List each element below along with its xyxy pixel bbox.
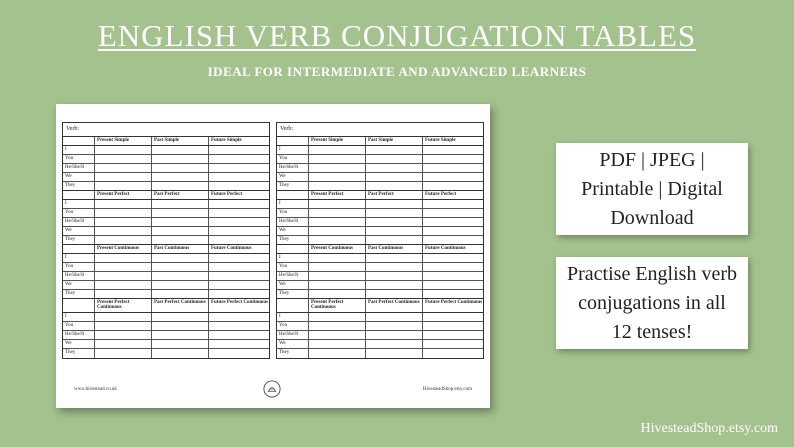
pronoun-label: They [63, 236, 95, 244]
pronoun-row [277, 200, 483, 209]
tense-header-row [63, 245, 269, 254]
conjugation-cell [209, 313, 269, 321]
conjugation-cell [366, 155, 423, 163]
pronoun-row [277, 340, 483, 349]
conjugation-cell [309, 146, 366, 154]
tense-header: Past Simple [152, 137, 209, 145]
conjugation-cell [309, 281, 366, 289]
conjugation-cell [366, 331, 423, 339]
tense-header: Present Simple [95, 137, 152, 145]
pronoun-row [63, 281, 269, 290]
conjugation-table-left [62, 122, 270, 359]
tense-header-row [277, 245, 483, 254]
pronoun-row [277, 322, 483, 331]
pronoun-label: He/She/It [63, 218, 95, 226]
conjugation-cell [152, 331, 209, 339]
conjugation-cell [95, 281, 152, 289]
conjugation-cell [95, 218, 152, 226]
pronoun-label: I [63, 254, 95, 262]
pronoun-label: You [63, 155, 95, 163]
pronoun-row [63, 227, 269, 236]
pronoun-label: He/She/It [277, 331, 309, 339]
pronoun-row [63, 349, 269, 358]
conjugation-cell [95, 182, 152, 190]
tense-header: Future Perfect [425, 192, 457, 197]
conjugation-cell [95, 340, 152, 348]
conjugation-cell [209, 209, 269, 217]
conjugation-cell [152, 218, 209, 226]
conjugation-cell [209, 254, 269, 262]
tense-header: Future Continuous [211, 246, 252, 251]
pronoun-row [277, 254, 483, 263]
pronoun-label: He/She/It [277, 164, 309, 172]
pronoun-row [277, 331, 483, 340]
conjugation-cell [152, 313, 209, 321]
pronoun-label: You [277, 209, 309, 217]
conjugation-cell [209, 218, 269, 226]
pronoun-row [63, 313, 269, 322]
conjugation-cell [309, 349, 366, 358]
pronoun-row [63, 331, 269, 340]
tense-header: Past Perfect Continuous [152, 299, 209, 312]
conjugation-cell [152, 272, 209, 280]
pronoun-row [63, 200, 269, 209]
pronoun-label: I [277, 146, 309, 154]
conjugation-cell [309, 164, 366, 172]
tense-header: Present Perfect [309, 191, 366, 199]
conjugation-cell [152, 254, 209, 262]
tense-header-row [63, 137, 269, 146]
header-blank-cell [63, 299, 95, 312]
tense-header: Future Simple [211, 138, 242, 143]
conjugation-cell [366, 146, 423, 154]
conjugation-cell [366, 182, 423, 190]
verb-label: Verb: [277, 123, 483, 137]
conjugation-cell [366, 200, 423, 208]
pronoun-label: We [277, 281, 309, 289]
hive-logo-icon [263, 380, 281, 398]
conjugation-cell [95, 209, 152, 217]
pronoun-label: They [277, 349, 309, 358]
conjugation-cell [152, 349, 209, 358]
pronoun-label: I [277, 254, 309, 262]
conjugation-cell [152, 281, 209, 289]
conjugation-cell [152, 200, 209, 208]
conjugation-cell [309, 200, 366, 208]
conjugation-cell [209, 272, 269, 280]
pronoun-label: We [277, 173, 309, 181]
conjugation-cell [423, 155, 483, 163]
pronoun-label: They [277, 236, 309, 244]
conjugation-cell [423, 236, 483, 244]
tense-header: Future Continuous [425, 246, 466, 251]
conjugation-cell [209, 200, 269, 208]
conjugation-cell [95, 146, 152, 154]
tense-header: Past Simple [366, 137, 423, 145]
tense-header: Present Perfect Continuous [309, 299, 366, 312]
pronoun-row [277, 290, 483, 299]
pronoun-label: I [63, 200, 95, 208]
conjugation-table-right [276, 122, 484, 359]
conjugation-cell [152, 173, 209, 181]
pronoun-label: You [63, 263, 95, 271]
conjugation-cell [423, 340, 483, 348]
conjugation-cell [209, 236, 269, 244]
conjugation-cell [423, 263, 483, 271]
conjugation-cell [366, 290, 423, 298]
conjugation-cell [152, 182, 209, 190]
conjugation-cell [152, 322, 209, 330]
pronoun-row [277, 182, 483, 191]
pronoun-row [277, 173, 483, 182]
conjugation-cell [423, 164, 483, 172]
pronoun-row [63, 218, 269, 227]
conjugation-cell [95, 227, 152, 235]
tense-header: Future Perfect Continuous [425, 300, 483, 305]
conjugation-cell [309, 155, 366, 163]
pronoun-row [277, 155, 483, 164]
conjugation-cell [366, 164, 423, 172]
pronoun-row [63, 209, 269, 218]
tense-header: Past Perfect [366, 191, 423, 199]
header-blank-cell [277, 191, 309, 199]
tense-header-row [277, 137, 483, 146]
conjugation-cell [152, 146, 209, 154]
conjugation-cell [309, 340, 366, 348]
page-title: ENGLISH VERB CONJUGATION TABLES [97, 18, 697, 53]
conjugation-cell [423, 254, 483, 262]
conjugation-cell [309, 290, 366, 298]
conjugation-cell [95, 164, 152, 172]
conjugation-cell [309, 322, 366, 330]
pronoun-row [277, 281, 483, 290]
conjugation-cell [423, 227, 483, 235]
pronoun-label: You [63, 322, 95, 330]
conjugation-cell [209, 227, 269, 235]
conjugation-cell [152, 164, 209, 172]
conjugation-cell [366, 313, 423, 321]
tense-header-row [277, 299, 483, 313]
worksheet-footer-website: www.hivestead.co.uk [74, 387, 117, 392]
conjugation-cell [95, 331, 152, 339]
conjugation-cell [423, 200, 483, 208]
conjugation-cell [309, 272, 366, 280]
conjugation-cell [209, 349, 269, 358]
pronoun-label: We [63, 173, 95, 181]
conjugation-cell [423, 182, 483, 190]
pronoun-label: They [63, 182, 95, 190]
conjugation-cell [423, 146, 483, 154]
pronoun-label: We [63, 281, 95, 289]
tense-header: Past Perfect Continuous [366, 299, 423, 312]
pronoun-row [63, 272, 269, 281]
conjugation-cell [309, 254, 366, 262]
conjugation-cell [366, 322, 423, 330]
conjugation-cell [366, 209, 423, 217]
conjugation-cell [209, 281, 269, 289]
conjugation-cell [209, 146, 269, 154]
conjugation-cell [309, 263, 366, 271]
conjugation-cell [423, 173, 483, 181]
pronoun-row [63, 182, 269, 191]
conjugation-cell [95, 173, 152, 181]
conjugation-cell [152, 340, 209, 348]
pronoun-label: They [63, 349, 95, 358]
conjugation-cell [366, 349, 423, 358]
conjugation-cell [209, 155, 269, 163]
conjugation-cell [423, 281, 483, 289]
header-blank-cell [63, 191, 95, 199]
conjugation-cell [309, 236, 366, 244]
pronoun-label: You [277, 322, 309, 330]
conjugation-cell [366, 227, 423, 235]
conjugation-cell [209, 290, 269, 298]
conjugation-cell [366, 254, 423, 262]
pronoun-label: I [277, 200, 309, 208]
conjugation-cell [366, 173, 423, 181]
pronoun-row [63, 290, 269, 299]
pronoun-label: They [63, 290, 95, 298]
conjugation-cell [309, 227, 366, 235]
conjugation-cell [366, 263, 423, 271]
pronoun-row [277, 263, 483, 272]
pronoun-label: I [63, 313, 95, 321]
conjugation-cell [209, 164, 269, 172]
conjugation-cell [423, 349, 483, 358]
conjugation-cell [423, 272, 483, 280]
header-blank-cell [63, 245, 95, 253]
pronoun-label: He/She/It [63, 272, 95, 280]
pronoun-row [277, 349, 483, 358]
worksheet-preview [56, 104, 490, 408]
pronoun-row [277, 236, 483, 245]
tense-header: Present Continuous [309, 245, 366, 253]
conjugation-cell [209, 322, 269, 330]
tense-header: Present Perfect Continuous [95, 299, 152, 312]
conjugation-cell [366, 281, 423, 289]
conjugation-cell [209, 263, 269, 271]
conjugation-cell [95, 263, 152, 271]
verb-label: Verb: [63, 123, 269, 137]
shop-brand: HivesteadShop.etsy.com [640, 421, 778, 436]
conjugation-cell [309, 313, 366, 321]
conjugation-cell [423, 209, 483, 217]
pronoun-row [277, 164, 483, 173]
conjugation-cell [209, 173, 269, 181]
worksheet-footer-shop: HivesteadShop.etsy.com [422, 387, 472, 392]
conjugation-cell [152, 263, 209, 271]
pronoun-row [277, 313, 483, 322]
pronoun-row [63, 173, 269, 182]
header-blank-cell [277, 299, 309, 312]
pronoun-label: He/She/It [63, 331, 95, 339]
conjugation-cell [95, 349, 152, 358]
pronoun-label: They [277, 290, 309, 298]
conjugation-cell [366, 218, 423, 226]
conjugation-cell [309, 182, 366, 190]
tense-header: Present Continuous [95, 245, 152, 253]
header-blank-cell [277, 137, 309, 145]
conjugation-cell [152, 236, 209, 244]
pronoun-label: He/She/It [277, 218, 309, 226]
tense-header: Future Perfect Continuous [211, 300, 269, 305]
tense-header: Future Perfect [211, 192, 243, 197]
pronoun-row [277, 272, 483, 281]
pronoun-label: We [63, 340, 95, 348]
conjugation-cell [366, 236, 423, 244]
conjugation-cell [309, 209, 366, 217]
pronoun-row [277, 146, 483, 155]
conjugation-cell [95, 200, 152, 208]
tense-header: Present Perfect [95, 191, 152, 199]
pronoun-label: You [277, 263, 309, 271]
conjugation-cell [309, 331, 366, 339]
conjugation-cell [209, 340, 269, 348]
tense-header: Present Simple [309, 137, 366, 145]
conjugation-cell [95, 313, 152, 321]
tagline-text: Practise English verb conjugations in all 12 tenses! [567, 262, 737, 343]
pronoun-row [63, 164, 269, 173]
tense-header: Past Perfect [152, 191, 209, 199]
pronoun-row [63, 254, 269, 263]
conjugation-cell [152, 290, 209, 298]
conjugation-cell [95, 236, 152, 244]
conjugation-cell [423, 313, 483, 321]
conjugation-cell [309, 218, 366, 226]
tense-header: Past Continuous [366, 245, 423, 253]
conjugation-cell [423, 290, 483, 298]
tense-header: Past Continuous [152, 245, 209, 253]
pronoun-label: We [277, 340, 309, 348]
pronoun-row [63, 155, 269, 164]
pronoun-row [277, 227, 483, 236]
pronoun-label: They [277, 182, 309, 190]
conjugation-cell [95, 290, 152, 298]
tagline-card [556, 257, 748, 349]
pronoun-label: We [277, 227, 309, 235]
pronoun-label: I [277, 313, 309, 321]
conjugation-cell [309, 173, 366, 181]
pronoun-row [63, 236, 269, 245]
pronoun-label: You [63, 209, 95, 217]
conjugation-cell [423, 218, 483, 226]
pronoun-row [277, 209, 483, 218]
conjugation-cell [209, 182, 269, 190]
formats-card [556, 143, 748, 235]
conjugation-cell [95, 322, 152, 330]
conjugation-cell [95, 155, 152, 163]
conjugation-cell [95, 272, 152, 280]
pronoun-row [63, 322, 269, 331]
conjugation-cell [423, 331, 483, 339]
tense-header-row [63, 299, 269, 313]
tense-header-row [277, 191, 483, 200]
conjugation-cell [95, 254, 152, 262]
tense-header: Future Simple [425, 138, 456, 143]
pronoun-label: He/She/It [277, 272, 309, 280]
page-subtitle: IDEAL FOR INTERMEDIATE AND ADVANCED LEARNERS [207, 64, 587, 79]
header-blank-cell [277, 245, 309, 253]
pronoun-label: You [277, 155, 309, 163]
conjugation-cell [423, 322, 483, 330]
conjugation-cell [209, 331, 269, 339]
conjugation-cell [366, 340, 423, 348]
pronoun-row [63, 263, 269, 272]
pronoun-row [63, 340, 269, 349]
pronoun-label: He/She/It [63, 164, 95, 172]
pronoun-label: We [63, 227, 95, 235]
header-blank-cell [63, 137, 95, 145]
conjugation-cell [366, 272, 423, 280]
pronoun-label: I [63, 146, 95, 154]
tense-header-row [63, 191, 269, 200]
conjugation-cell [152, 227, 209, 235]
conjugation-cell [152, 155, 209, 163]
formats-text: PDF | JPEG | Printable | Digital Download [581, 148, 723, 229]
pronoun-row [63, 146, 269, 155]
conjugation-cell [152, 209, 209, 217]
pronoun-row [277, 218, 483, 227]
